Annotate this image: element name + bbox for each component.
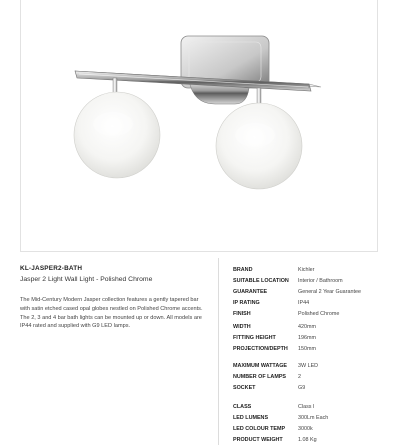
spec-value: G9 xyxy=(298,384,306,391)
spec-label: BRAND xyxy=(233,266,253,273)
spec-value: General 2 Year Guarantee xyxy=(298,288,361,295)
spec-value: 420mm xyxy=(298,323,316,330)
spec-value: Class I xyxy=(298,403,315,410)
spec-row-fitting-height xyxy=(233,332,393,343)
spec-value: 3000k xyxy=(298,425,313,432)
spec-row-number-of-lamps xyxy=(233,371,393,382)
spec-label: SOCKET xyxy=(233,384,256,391)
product-name: Jasper 2 Light Wall Light - Polished Chrome xyxy=(20,276,153,283)
spec-value: Kichler xyxy=(298,266,315,273)
spec-row-width xyxy=(233,321,393,332)
spec-row-socket xyxy=(233,382,393,393)
spec-value: 2 xyxy=(298,373,301,380)
spec-label: PRODUCT WEIGHT xyxy=(233,436,283,443)
spec-value: IP44 xyxy=(298,299,310,306)
spec-row-location xyxy=(233,275,393,286)
spec-row-ip-rating xyxy=(233,297,393,308)
spec-label: FINISH xyxy=(233,310,251,317)
right-globe xyxy=(216,103,302,189)
product-sku: KL-JASPER2-BATH xyxy=(20,265,83,272)
spec-row-product-weight xyxy=(233,434,393,445)
product-description: The Mid-Century Modern Jasper collection features a gently tapered bar with satin etched cased opal globes nestled on Polished Chrome accents. The 2, 3 and 4 bar bath lights can be mounted up or down. All models are IP44 rated and supplied with G9 LED lamps. xyxy=(20,297,203,330)
product-image-frame xyxy=(20,0,378,252)
spec-label: CLASS xyxy=(233,403,252,410)
column-divider xyxy=(218,258,219,445)
spec-table xyxy=(233,264,393,445)
spec-value: Polished Chrome xyxy=(298,310,340,317)
spec-label: FITTING HEIGHT xyxy=(233,334,276,341)
spec-value: 3W LED xyxy=(298,362,319,369)
spec-label: WIDTH xyxy=(233,323,251,330)
spec-label: IP RATING xyxy=(233,299,260,306)
spec-row-guarantee xyxy=(233,286,393,297)
spec-label: NUMBER OF LAMPS xyxy=(233,373,287,380)
spec-row-led-lumens xyxy=(233,412,393,423)
spec-value: 196mm xyxy=(298,334,316,341)
spec-label: GUARANTEE xyxy=(233,288,268,295)
spec-row-projection xyxy=(233,343,393,354)
spec-value: 1.08 Kg xyxy=(298,436,317,443)
spec-value: 300Lm Each xyxy=(298,414,329,421)
product-photo xyxy=(21,0,379,252)
spec-label: MAXIMUM WATTAGE xyxy=(233,362,287,369)
spec-value: 150mm xyxy=(298,345,316,352)
left-globe xyxy=(74,92,160,178)
spec-label: LED LUMENS xyxy=(233,414,269,421)
spec-label: PROJECTION/DEPTH xyxy=(233,345,288,352)
spec-row-class xyxy=(233,401,393,412)
spec-row-led-colour-temp xyxy=(233,423,393,434)
spec-label: SUITABLE LOCATION xyxy=(233,277,289,284)
spec-label: LED COLOUR TEMP xyxy=(233,425,286,432)
spec-row-finish xyxy=(233,308,393,319)
spec-row-max-wattage xyxy=(233,360,393,371)
product-info xyxy=(20,265,205,331)
spec-value: Interior / Bathroom xyxy=(298,277,343,284)
spec-row-brand xyxy=(233,264,393,275)
